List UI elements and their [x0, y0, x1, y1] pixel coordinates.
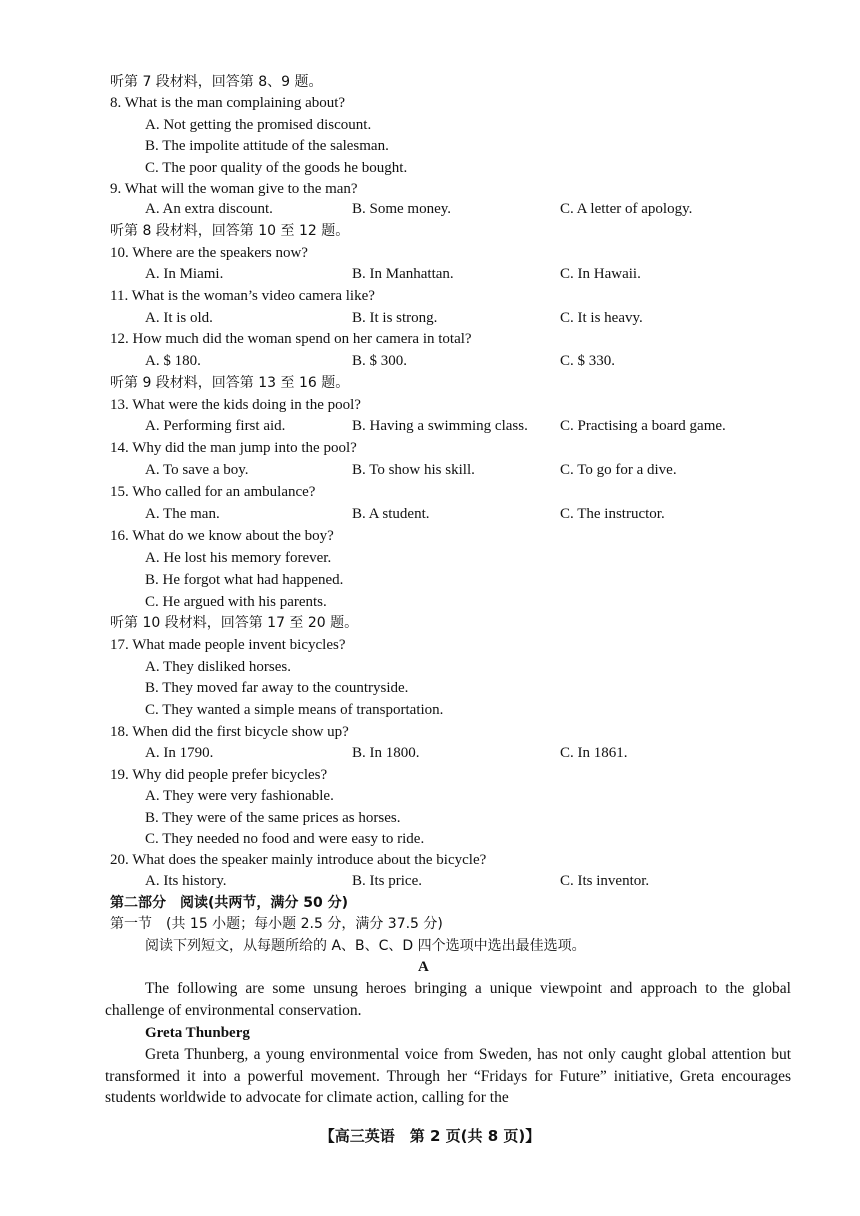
- question: [0, 178, 860, 200]
- option-row: [0, 569, 860, 591]
- q15-option-a: A. The man.: [145, 506, 220, 522]
- option-row: [0, 828, 860, 850]
- option-row: [0, 415, 860, 437]
- option-row: [0, 656, 860, 678]
- question: [0, 849, 860, 871]
- part-header: [0, 892, 860, 914]
- q18-option-b: B. In 1800.: [352, 745, 420, 761]
- subhead-row: [0, 1022, 860, 1044]
- q13-option-b: B. Having a swimming class.: [352, 418, 528, 434]
- reading-instruction: 阅读下列短文，从每题所给的 A、B、C、D 四个选项中选出最佳选项。: [145, 938, 586, 954]
- q16-option-b: B. He forgot what had happened.: [145, 572, 344, 588]
- q15-option-c: C. The instructor.: [560, 506, 665, 522]
- section9-header: 听第 9 段材料，回答第 13 至 16 题。: [110, 375, 350, 391]
- q8-option-a: A. Not getting the promised discount.: [145, 117, 372, 133]
- option-row: [0, 307, 860, 329]
- q18-option-a: A. In 1790.: [145, 745, 214, 761]
- question: [0, 242, 860, 264]
- q16-stem: 16. What do we know about the boy?: [110, 528, 334, 544]
- question: [0, 92, 860, 114]
- question: [0, 285, 860, 307]
- q12-stem: 12. How much did the woman spend on her camera in total?: [110, 331, 472, 347]
- q11-option-b: B. It is strong.: [352, 310, 438, 326]
- q12-option-a: A. $ 180.: [145, 353, 201, 369]
- section-header: [0, 372, 860, 394]
- question: [0, 328, 860, 350]
- question: [0, 394, 860, 416]
- q16-option-a: A. He lost his memory forever.: [145, 550, 332, 566]
- option-row: [0, 135, 860, 157]
- passage-intro: The following are some unsung heroes bringing a unique viewpoint and approach to the global challenge of environmental conservation.: [105, 980, 791, 1019]
- section10-header: 听第 10 段材料，回答第 17 至 20 题。: [110, 615, 359, 631]
- section-header: [0, 612, 860, 634]
- q20-option-b: B. Its price.: [352, 873, 422, 889]
- passage-letter: A: [418, 959, 429, 975]
- q11-option-c: C. It is heavy.: [560, 310, 643, 326]
- q10-option-c: C. In Hawaii.: [560, 266, 641, 282]
- q12-option-b: B. $ 300.: [352, 353, 408, 369]
- q20-option-a: A. Its history.: [145, 873, 227, 889]
- q15-option-b: B. A student.: [352, 506, 430, 522]
- q8-stem: 8. What is the man complaining about?: [110, 95, 346, 111]
- q13-option-a: A. Performing first aid.: [145, 418, 286, 434]
- q12-option-c: C. $ 330.: [560, 353, 616, 369]
- q17-stem: 17. What made people invent bicycles?: [110, 637, 346, 653]
- option-row: [0, 157, 860, 179]
- q14-option-c: C. To go for a dive.: [560, 462, 677, 478]
- q10-stem: 10. Where are the speakers now?: [110, 245, 308, 261]
- option-row: [0, 114, 860, 136]
- option-row: [0, 263, 860, 285]
- question: [0, 437, 860, 459]
- passage-letter-row: [0, 956, 860, 978]
- q14-option-b: B. To show his skill.: [352, 462, 475, 478]
- q9-stem: 9. What will the woman give to the man?: [110, 181, 358, 197]
- q9-option-c: C. A letter of apology.: [560, 201, 693, 217]
- q9-option-b: B. Some money.: [352, 201, 452, 217]
- part2-header: 第二部分 阅读(共两节，满分 50 分): [110, 895, 349, 911]
- option-row: [0, 870, 860, 892]
- q20-stem: 20. What does the speaker mainly introduce about the bicycle?: [110, 852, 487, 868]
- section7-header: 听第 7 段材料，回答第 8、9 题。: [110, 74, 323, 90]
- option-row: [0, 547, 860, 569]
- section-header: [0, 71, 860, 93]
- instruction: [0, 935, 860, 957]
- section-header: [0, 913, 860, 935]
- option-row: [0, 785, 860, 807]
- q13-option-c: C. Practising a board game.: [560, 418, 726, 434]
- question: [0, 721, 860, 743]
- q8-option-c: C. The poor quality of the goods he bought.: [145, 160, 408, 176]
- q10-option-b: B. In Manhattan.: [352, 266, 454, 282]
- q9-option-a: A. An extra discount.: [145, 201, 273, 217]
- option-row: [0, 503, 860, 525]
- q20-option-c: C. Its inventor.: [560, 873, 650, 889]
- q11-stem: 11. What is the woman’s video camera like?: [110, 288, 375, 304]
- option-row: [0, 198, 860, 220]
- page-footer: 【高三英语 第 2 页(共 8 页)】: [319, 1127, 541, 1145]
- q19-stem: 19. Why did people prefer bicycles?: [110, 767, 328, 783]
- option-row: [0, 699, 860, 721]
- q17-option-c: C. They wanted a simple means of transportation.: [145, 702, 444, 718]
- q8-option-b: B. The impolite attitude of the salesman.: [145, 138, 389, 154]
- q14-stem: 14. Why did the man jump into the pool?: [110, 440, 357, 456]
- option-row: [0, 591, 860, 613]
- option-row: [0, 742, 860, 764]
- q11-option-a: A. It is old.: [145, 310, 213, 326]
- q13-stem: 13. What were the kids doing in the pool?: [110, 397, 361, 413]
- passage-subhead: Greta Thunberg: [145, 1025, 250, 1041]
- option-row: [0, 350, 860, 372]
- passage-body: Greta Thunberg, a young environmental voice from Sweden, has not only caught global attention but transformed it into a powerful movement. Through her “Fridays for Future” initiative, Greta encourages students worldwide to advocate for climate action, calling for the: [105, 1046, 791, 1106]
- q17-option-a: A. They disliked horses.: [145, 659, 291, 675]
- q15-stem: 15. Who called for an ambulance?: [110, 484, 316, 500]
- section1-header: 第一节 (共 15 小题；每小题 2.5 分，满分 37.5 分): [110, 916, 443, 932]
- question: [0, 634, 860, 656]
- q17-option-b: B. They moved far away to the countryside.: [145, 680, 409, 696]
- option-row: [0, 459, 860, 481]
- section8-header: 听第 8 段材料，回答第 10 至 12 题。: [110, 223, 350, 239]
- q18-stem: 18. When did the first bicycle show up?: [110, 724, 349, 740]
- q16-option-c: C. He argued with his parents.: [145, 594, 327, 610]
- question: [0, 525, 860, 547]
- option-row: [0, 677, 860, 699]
- section-header: [0, 220, 860, 242]
- option-row: [0, 807, 860, 829]
- q18-option-c: C. In 1861.: [560, 745, 628, 761]
- q19-option-a: A. They were very fashionable.: [145, 788, 334, 804]
- q19-option-c: C. They needed no food and were easy to ride.: [145, 831, 425, 847]
- q19-option-b: B. They were of the same prices as horses.: [145, 810, 401, 826]
- question: [0, 481, 860, 503]
- q10-option-a: A. In Miami.: [145, 266, 224, 282]
- question: [0, 764, 860, 786]
- q14-option-a: A. To save a boy.: [145, 462, 249, 478]
